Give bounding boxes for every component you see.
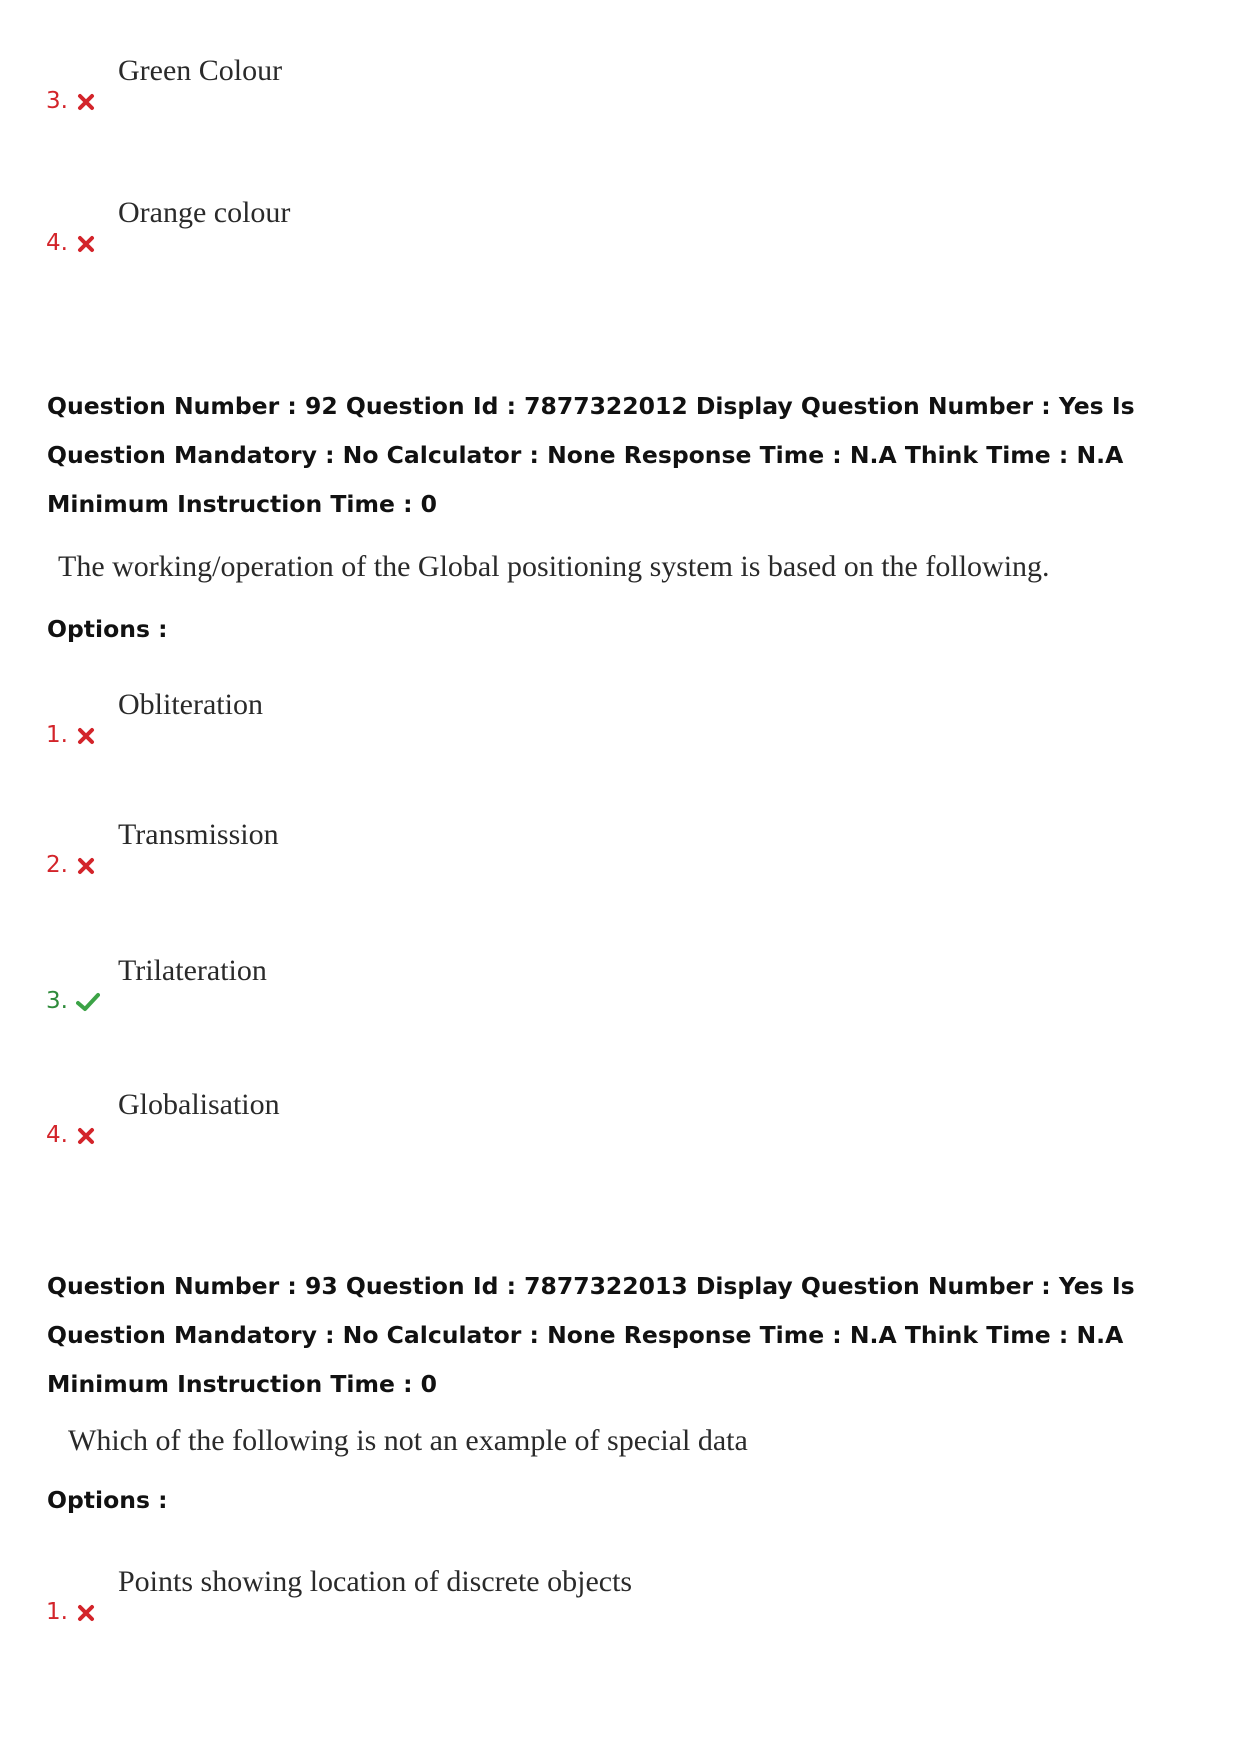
option-text: Transmission — [118, 818, 279, 851]
options-label: Options : — [47, 615, 168, 643]
option-number: 1. — [46, 722, 68, 748]
option-number: 4. — [46, 230, 68, 256]
check-icon — [76, 992, 100, 1012]
option-text: Green Colour — [118, 54, 283, 87]
question-metadata: Question Number : 92 Question Id : 7877322012 Display Question Number : Yes Is Question Mandatory : No Calculator : None Response Time : N.A Think Time : N.A Minimum Instruction Time : 0 — [47, 392, 1135, 518]
question-metadata: Question Number : 93 Question Id : 7877322013 Display Question Number : Yes Is Question Mandatory : No Calculator : None Response Time : N.A Think Time : N.A Minimum Instruction Time : 0 — [47, 1272, 1135, 1398]
option-number: 3. — [46, 988, 68, 1014]
cross-icon — [76, 856, 96, 876]
option-number: 3. — [46, 88, 68, 114]
option-text: Globalisation — [118, 1088, 280, 1121]
option-number: 4. — [46, 1122, 68, 1148]
cross-icon — [76, 92, 96, 112]
cross-icon — [76, 1603, 96, 1623]
option-text: Orange colour — [118, 196, 291, 229]
question-text: Which of the following is not an example of special data — [68, 1424, 748, 1457]
cross-icon — [76, 234, 96, 254]
cross-icon — [76, 726, 96, 746]
option-text: Trilateration — [118, 954, 267, 987]
option-number: 1. — [46, 1599, 68, 1625]
option-number: 2. — [46, 852, 68, 878]
option-text: Points showing location of discrete objects — [118, 1565, 633, 1598]
options-label: Options : — [47, 1486, 168, 1514]
option-text: Obliteration — [118, 688, 263, 721]
cross-icon — [76, 1126, 96, 1146]
question-text: The working/operation of the Global positioning system is based on the following. — [58, 550, 1050, 583]
